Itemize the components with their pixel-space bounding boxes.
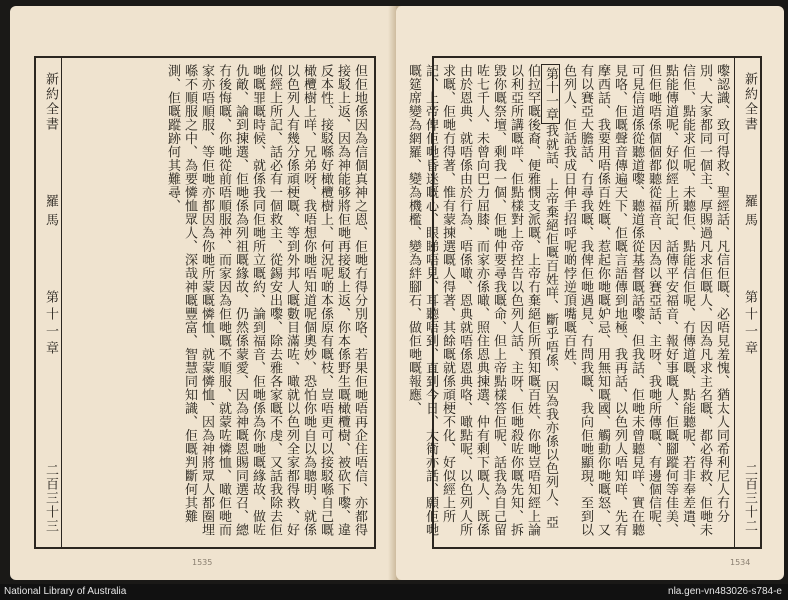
right-body-text-2: 我就話、上帝棄絕佢嘅百姓咩、斷乎唔係、因為我亦係以色列人、亞伯拉罕嘅後裔、便雅憫支派嘅、上帝冇棄絕佢所預知嘅百姓、你哋豈唔知經上論以利亞所講嘅咩、佢點樣對上帝控告以色列人話、主呀、佢哋殺咗你嘅先知、拆毀你嘅祭壇、剩我一個、佢哋仲要尋我嘅命、但上帝點樣答佢呢、話我為自己留咗七千人、未曾向巴力屈膝、而家亦係噉、照住恩典揀選、仲有剩下嘅人、既係由於恩典、就唔係由於行為、唔係噉、恩典就唔係恩典咯、噉點呢、以色列人所求嘅、佢哋冇得著、惟有蒙揀選嘅人得著、其餘嘅就係頑梗不化、好似經上所記、上帝俾佢哋昏迷嘅心、眼睇唔見、耳聽唔到、直到今日、大衛亦話、願佢哋嘅筵席變為網羅、變為機檻、變為絆腳石、做佢哋嘅報應、 bbox=[406, 64, 558, 537]
left-page-frame bbox=[34, 56, 376, 549]
right-section-name: 羅馬 bbox=[742, 194, 757, 232]
left-section-name: 羅馬 bbox=[43, 194, 58, 232]
right-page-text bbox=[406, 64, 730, 541]
left-page bbox=[10, 6, 396, 580]
image-reference: nla.gen-vn483026-s784-e bbox=[668, 586, 782, 597]
left-page-text bbox=[66, 64, 368, 541]
left-book-title: 新約全書 bbox=[43, 72, 58, 132]
left-page-margin-column bbox=[36, 58, 62, 547]
right-page bbox=[396, 6, 784, 580]
right-body-text-1: 嚟認識、致可得救、聖經話、凡信佢嘅、必唔見羞愧、猶太人同希利尼人冇分別、大家都同一個主、厚賜過凡求佢嘅人、因為凡求主名嘅、都必得救、佢哋未信佢、點能求佢呢、未聽佢、點能信佢呢、冇傳道嘅、點能聽呢、若非奉差遣、點能傳道呢、好似經上所記、話傳平安福音、報好事嘅人、佢嘅腳蹤何等佳美、但佢哋唔係個個都聽從福音、因為以賽亞話、主呀、我哋所傳嘅、有邊個信呢、可見信道係從聽道嚟、聽道係從基督嘅話嚟、但我話、佢哋未曾聽見咩、實在聽見咯、佢嘅聲音傳遍天下、佢嘅言語傳到地極、我再話、以色列人唔知咩、先有摩西話、我要用唔係百姓嘅、惹起你哋嘅妒忌、用無知嘅國、觸動你哋嘅怒、又有以賽亞大膽話、冇尋我嘅、我俾佢哋遇見、冇問我嘅、我向佢哋顯現、至到以色列人、佢話我成日伸手招呼呢啲悖逆頂嘴嘅百姓、 bbox=[561, 64, 729, 537]
right-page-number: 二百三十二 bbox=[742, 463, 757, 533]
footer-bar bbox=[0, 584, 788, 600]
right-page-frame bbox=[406, 56, 762, 549]
left-page-stamp: 1535 bbox=[192, 558, 213, 567]
left-body-text: 但佢地係因為信個真神之恩、佢哋冇得分別咯、若果佢哋唔再企住唔信、亦都得接駁上返、因為神能够將佢哋再接駁上返、你本係野生嘅橄欖樹、被砍下嚟、違反本性、接駁喺好橄欖樹上、何況呢啲本係原有嘅枝、豈唔更可以接駁喺自己嘅橄欖樹上咩、兄弟呀、我唔想你哋唔知道呢個奧妙、恐怕你哋自以為聰明、就係以色列人有幾分係頑梗嘅、等到外邦人嘅數目滿咗、噉就以色列全家都得救、好似經上所記、話必有一個救主、從錫安出嚟、除去雅各家嘅不虔、又話我除去佢哋嘅罪嘅時候、就係我同佢哋所立嘅約、論到福音、佢哋係為你哋嘅緣故、做咗仇敵、論到揀選、佢哋係為列祖嘅緣故、仍然係蒙愛、因為神嘅恩賜同選召、總冇後悔嘅、你哋從前唔順服神、而家因為佢哋嘅不順服、就蒙咗憐恤、噉佢哋而家亦唔順服、等佢哋亦都因為你哋所蒙嘅憐恤、就蒙憐恤、因為神將眾人都圈埋喺不順服之中、為要憐恤眾人、深哉神嘅豐富、智慧同知識、佢嘅判斷何其難測、佢嘅蹤跡何其難尋、 bbox=[165, 64, 367, 537]
left-chapter-label: 第十一章 bbox=[43, 290, 58, 358]
right-chapter-label: 第十一章 bbox=[742, 290, 757, 358]
library-credit: National Library of Australia bbox=[4, 586, 127, 597]
left-page-number: 二百三十三 bbox=[43, 463, 58, 533]
right-book-title: 新約全書 bbox=[742, 72, 757, 132]
chapter-heading-marker: 第十一章 bbox=[541, 64, 560, 124]
right-page-margin-column bbox=[734, 58, 760, 547]
right-page-stamp: 1534 bbox=[730, 558, 751, 567]
right-chapter-paragraph bbox=[405, 64, 560, 541]
open-book bbox=[10, 6, 784, 580]
